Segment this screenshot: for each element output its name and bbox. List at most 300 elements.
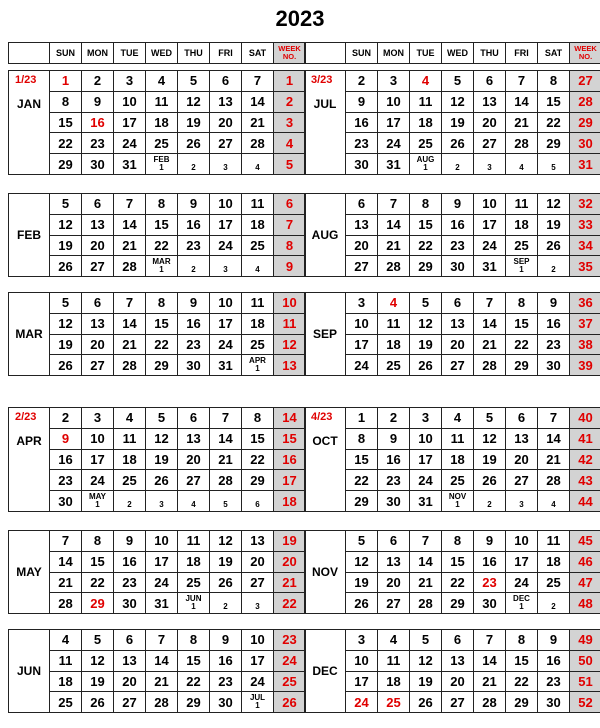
week-row bbox=[305, 112, 600, 133]
month-block-nov bbox=[304, 530, 600, 614]
day-cell: 12 bbox=[410, 650, 442, 671]
day-cell: 27 bbox=[474, 133, 506, 154]
day-cell: 27 bbox=[442, 692, 474, 713]
month-block-jun bbox=[8, 629, 306, 713]
day-cell: 19 bbox=[82, 671, 114, 692]
weekday-header-sat: SAT bbox=[538, 43, 570, 64]
week-row bbox=[9, 491, 306, 512]
day-cell: 5 bbox=[50, 293, 82, 314]
week-number-cell: 5 bbox=[274, 154, 306, 175]
month-label-mar bbox=[9, 293, 50, 376]
day-cell: 6 bbox=[178, 408, 210, 429]
month-block-apr bbox=[8, 407, 306, 512]
day-cell: 21 bbox=[474, 671, 506, 692]
week-number-cell: 30 bbox=[570, 133, 600, 154]
week-row bbox=[305, 256, 600, 277]
week-row bbox=[305, 692, 600, 713]
day-cell: 17 bbox=[410, 449, 442, 470]
holiday-day-cell: 29 bbox=[82, 593, 114, 614]
day-cell: 28 bbox=[114, 256, 146, 277]
day-cell: 15 bbox=[82, 551, 114, 572]
day-cell: 22 bbox=[146, 334, 178, 355]
week-number-cell: 14 bbox=[274, 408, 306, 429]
day-cell: 11 bbox=[442, 428, 474, 449]
quarter-label: 3/23 bbox=[311, 74, 333, 86]
day-cell: 21 bbox=[506, 112, 538, 133]
week-row bbox=[305, 671, 600, 692]
next-month-day-cell: 4 bbox=[242, 256, 274, 277]
week-number-cell: 49 bbox=[570, 630, 600, 651]
day-cell: 16 bbox=[474, 551, 506, 572]
day-cell: 29 bbox=[50, 154, 82, 175]
month-name: OCT bbox=[312, 434, 338, 448]
week-row bbox=[9, 194, 306, 215]
day-cell: 21 bbox=[474, 334, 506, 355]
week-row bbox=[9, 551, 306, 572]
day-cell: 13 bbox=[506, 428, 538, 449]
day-cell: 11 bbox=[50, 650, 82, 671]
holiday-day-cell: 4 bbox=[378, 293, 410, 314]
weekday-header-mon: MON bbox=[82, 43, 114, 64]
day-cell: 13 bbox=[474, 91, 506, 112]
day-cell: 24 bbox=[242, 671, 274, 692]
day-cell: 12 bbox=[50, 313, 82, 334]
day-cell: 19 bbox=[50, 334, 82, 355]
month-block-dec bbox=[304, 629, 600, 713]
day-cell: 10 bbox=[210, 194, 242, 215]
day-cell: 28 bbox=[506, 133, 538, 154]
week-number-cell: 39 bbox=[570, 355, 600, 376]
week-number-cell: 50 bbox=[570, 650, 600, 671]
day-cell: 5 bbox=[474, 408, 506, 429]
month-block-feb bbox=[8, 193, 306, 277]
week-number-cell: 31 bbox=[570, 154, 600, 175]
next-month-day-cell: 3 bbox=[474, 154, 506, 175]
day-cell: 6 bbox=[474, 71, 506, 92]
next-month-day-cell: 3 bbox=[210, 256, 242, 277]
day-cell: 10 bbox=[210, 293, 242, 314]
day-cell: 31 bbox=[378, 154, 410, 175]
day-cell: 27 bbox=[114, 692, 146, 713]
day-cell: 25 bbox=[242, 334, 274, 355]
day-cell: 22 bbox=[538, 112, 570, 133]
day-cell: 18 bbox=[378, 671, 410, 692]
day-cell: 9 bbox=[82, 91, 114, 112]
day-cell: 14 bbox=[114, 313, 146, 334]
day-cell: 19 bbox=[146, 449, 178, 470]
day-cell: 30 bbox=[50, 491, 82, 512]
day-cell: 8 bbox=[242, 408, 274, 429]
day-cell: 19 bbox=[346, 572, 378, 593]
day-cell: 26 bbox=[82, 692, 114, 713]
month-name: FEB bbox=[17, 228, 41, 243]
day-cell: 12 bbox=[346, 551, 378, 572]
month-name: JAN bbox=[16, 97, 41, 111]
week-number-cell: 15 bbox=[274, 428, 306, 449]
week-row bbox=[305, 470, 600, 491]
day-cell: 13 bbox=[178, 428, 210, 449]
week-number-cell: 28 bbox=[570, 91, 600, 112]
day-cell: 30 bbox=[210, 692, 242, 713]
day-cell: 12 bbox=[442, 91, 474, 112]
day-cell: 8 bbox=[506, 293, 538, 314]
day-cell: 30 bbox=[538, 355, 570, 376]
day-cell: 11 bbox=[178, 531, 210, 552]
day-cell: 22 bbox=[346, 470, 378, 491]
day-cell: 17 bbox=[506, 551, 538, 572]
day-cell: 25 bbox=[442, 470, 474, 491]
day-cell: 26 bbox=[538, 235, 570, 256]
day-cell: 4 bbox=[442, 408, 474, 429]
day-cell: 23 bbox=[178, 334, 210, 355]
month-label-sep bbox=[305, 293, 346, 376]
day-cell: 27 bbox=[346, 256, 378, 277]
day-cell: 2 bbox=[50, 408, 82, 429]
day-cell: 5 bbox=[410, 293, 442, 314]
day-cell: 25 bbox=[378, 355, 410, 376]
day-cell: 10 bbox=[506, 531, 538, 552]
week-number-cell: 33 bbox=[570, 214, 600, 235]
day-cell: 6 bbox=[82, 194, 114, 215]
week-row bbox=[9, 650, 306, 671]
day-cell: 7 bbox=[506, 71, 538, 92]
day-cell: 15 bbox=[178, 650, 210, 671]
day-cell: 23 bbox=[210, 671, 242, 692]
day-cell: 28 bbox=[114, 355, 146, 376]
day-cell: 18 bbox=[378, 334, 410, 355]
day-cell: 22 bbox=[242, 449, 274, 470]
day-cell: 18 bbox=[538, 551, 570, 572]
day-cell: 20 bbox=[210, 112, 242, 133]
week-row bbox=[305, 491, 600, 512]
day-cell: 8 bbox=[538, 71, 570, 92]
next-month-day-cell: 3 bbox=[242, 593, 274, 614]
next-month-first-day: MAR 1 bbox=[146, 256, 178, 277]
day-cell: 5 bbox=[410, 630, 442, 651]
day-cell: 27 bbox=[242, 572, 274, 593]
day-cell: 21 bbox=[242, 112, 274, 133]
day-cell: 23 bbox=[178, 235, 210, 256]
day-cell: 3 bbox=[346, 293, 378, 314]
week-row bbox=[9, 572, 306, 593]
day-cell: 15 bbox=[538, 91, 570, 112]
day-cell: 14 bbox=[474, 650, 506, 671]
week-number-cell: 12 bbox=[274, 334, 306, 355]
next-month-day-cell: 4 bbox=[538, 491, 570, 512]
week-number-cell: 35 bbox=[570, 256, 600, 277]
week-row bbox=[9, 154, 306, 175]
day-cell: 7 bbox=[50, 531, 82, 552]
week-number-cell: 11 bbox=[274, 313, 306, 334]
day-cell: 8 bbox=[410, 194, 442, 215]
day-cell: 8 bbox=[178, 630, 210, 651]
month-block-aug bbox=[304, 193, 600, 277]
week-number-cell: 38 bbox=[570, 334, 600, 355]
day-cell: 20 bbox=[178, 449, 210, 470]
day-cell: 24 bbox=[146, 572, 178, 593]
week-row bbox=[305, 313, 600, 334]
month-label-apr bbox=[9, 408, 50, 512]
day-cell: 18 bbox=[114, 449, 146, 470]
day-cell: 15 bbox=[506, 650, 538, 671]
month-name: DEC bbox=[312, 664, 338, 679]
next-month-day-cell: 4 bbox=[178, 491, 210, 512]
day-cell: 22 bbox=[410, 235, 442, 256]
quarter-label: 4/23 bbox=[311, 411, 333, 423]
day-cell: 9 bbox=[538, 630, 570, 651]
day-cell: 8 bbox=[82, 531, 114, 552]
month-label-jun bbox=[9, 630, 50, 713]
next-month-first-day: FEB 1 bbox=[146, 154, 178, 175]
day-cell: 7 bbox=[210, 408, 242, 429]
week-row bbox=[305, 235, 600, 256]
day-cell: 31 bbox=[410, 491, 442, 512]
day-cell: 30 bbox=[538, 692, 570, 713]
day-cell: 17 bbox=[146, 551, 178, 572]
day-cell: 9 bbox=[178, 293, 210, 314]
day-cell: 26 bbox=[410, 355, 442, 376]
holiday-day-cell: 9 bbox=[50, 428, 82, 449]
week-row bbox=[9, 449, 306, 470]
next-month-first-day: NOV 1 bbox=[442, 491, 474, 512]
week-number-cell: 48 bbox=[570, 593, 600, 614]
week-row bbox=[305, 650, 600, 671]
day-cell: 26 bbox=[442, 133, 474, 154]
day-cell: 10 bbox=[378, 91, 410, 112]
day-cell: 11 bbox=[378, 650, 410, 671]
day-cell: 28 bbox=[50, 593, 82, 614]
day-cell: 3 bbox=[410, 408, 442, 429]
day-cell: 8 bbox=[146, 293, 178, 314]
day-cell: 5 bbox=[82, 630, 114, 651]
day-cell: 23 bbox=[442, 235, 474, 256]
day-cell: 9 bbox=[378, 428, 410, 449]
day-cell: 28 bbox=[410, 593, 442, 614]
day-cell: 24 bbox=[506, 572, 538, 593]
day-cell: 29 bbox=[538, 133, 570, 154]
day-cell: 30 bbox=[474, 593, 506, 614]
day-cell: 28 bbox=[242, 133, 274, 154]
month-label-nov bbox=[305, 531, 346, 614]
week-number-cell: 29 bbox=[570, 112, 600, 133]
day-cell: 20 bbox=[346, 235, 378, 256]
day-cell: 31 bbox=[114, 154, 146, 175]
day-cell: 26 bbox=[178, 133, 210, 154]
day-cell: 22 bbox=[178, 671, 210, 692]
day-cell: 13 bbox=[82, 313, 114, 334]
week-row bbox=[305, 293, 600, 314]
day-cell: 4 bbox=[378, 630, 410, 651]
week-row bbox=[305, 154, 600, 175]
day-cell: 15 bbox=[346, 449, 378, 470]
day-cell: 13 bbox=[114, 650, 146, 671]
week-number-cell: 22 bbox=[274, 593, 306, 614]
next-month-day-cell: 4 bbox=[242, 154, 274, 175]
week-number-cell: 20 bbox=[274, 551, 306, 572]
page-title: 2023 bbox=[275, 6, 325, 31]
day-cell: 8 bbox=[442, 531, 474, 552]
day-cell: 28 bbox=[538, 470, 570, 491]
day-cell: 18 bbox=[242, 313, 274, 334]
day-cell: 15 bbox=[50, 112, 82, 133]
next-month-day-cell: 3 bbox=[146, 491, 178, 512]
day-cell: 19 bbox=[474, 449, 506, 470]
day-cell: 17 bbox=[242, 650, 274, 671]
week-row bbox=[9, 630, 306, 651]
day-cell: 22 bbox=[82, 572, 114, 593]
week-row bbox=[9, 593, 306, 614]
day-cell: 17 bbox=[474, 214, 506, 235]
day-cell: 15 bbox=[506, 313, 538, 334]
month-name: JUL bbox=[313, 97, 337, 111]
day-cell: 30 bbox=[178, 355, 210, 376]
day-cell: 9 bbox=[538, 293, 570, 314]
week-number-cell: 4 bbox=[274, 133, 306, 154]
day-cell: 20 bbox=[506, 449, 538, 470]
month-column-header bbox=[9, 43, 50, 64]
day-cell: 14 bbox=[114, 214, 146, 235]
week-number-cell: 16 bbox=[274, 449, 306, 470]
day-cell: 17 bbox=[346, 334, 378, 355]
day-cell: 18 bbox=[178, 551, 210, 572]
day-cell: 19 bbox=[210, 551, 242, 572]
day-cell: 28 bbox=[474, 692, 506, 713]
day-cell: 23 bbox=[114, 572, 146, 593]
day-cell: 23 bbox=[538, 334, 570, 355]
day-cell: 27 bbox=[506, 470, 538, 491]
day-cell: 21 bbox=[114, 334, 146, 355]
day-cell: 27 bbox=[82, 256, 114, 277]
day-cell: 20 bbox=[378, 572, 410, 593]
day-cell: 20 bbox=[474, 112, 506, 133]
day-cell: 12 bbox=[410, 313, 442, 334]
day-cell: 6 bbox=[378, 531, 410, 552]
week-number-header: WEEK NO. bbox=[570, 43, 600, 64]
day-cell: 16 bbox=[178, 214, 210, 235]
day-cell: 24 bbox=[82, 470, 114, 491]
next-month-day-cell: 2 bbox=[538, 593, 570, 614]
day-cell: 7 bbox=[474, 293, 506, 314]
day-cell: 16 bbox=[210, 650, 242, 671]
week-number-cell: 47 bbox=[570, 572, 600, 593]
day-cell: 12 bbox=[210, 531, 242, 552]
day-cell: 14 bbox=[474, 313, 506, 334]
week-row bbox=[9, 214, 306, 235]
week-number-cell: 2 bbox=[274, 91, 306, 112]
week-number-cell: 52 bbox=[570, 692, 600, 713]
week-number-header: WEEK NO. bbox=[274, 43, 306, 64]
day-cell: 7 bbox=[114, 194, 146, 215]
week-row bbox=[9, 428, 306, 449]
day-cell: 16 bbox=[178, 313, 210, 334]
day-cell: 4 bbox=[50, 630, 82, 651]
day-cell: 28 bbox=[210, 470, 242, 491]
day-cell: 27 bbox=[378, 593, 410, 614]
day-cell: 27 bbox=[82, 355, 114, 376]
day-cell: 12 bbox=[178, 91, 210, 112]
day-cell: 21 bbox=[538, 449, 570, 470]
day-cell: 7 bbox=[146, 630, 178, 651]
weekday-header-wed: WED bbox=[442, 43, 474, 64]
day-cell: 24 bbox=[410, 470, 442, 491]
day-cell: 29 bbox=[178, 692, 210, 713]
day-cell: 16 bbox=[114, 551, 146, 572]
next-month-day-cell: 3 bbox=[210, 154, 242, 175]
week-number-cell: 43 bbox=[570, 470, 600, 491]
day-cell: 11 bbox=[506, 194, 538, 215]
month-block-jan bbox=[8, 70, 306, 175]
week-number-cell: 36 bbox=[570, 293, 600, 314]
day-cell: 19 bbox=[410, 334, 442, 355]
day-cell: 7 bbox=[114, 293, 146, 314]
week-row bbox=[305, 572, 600, 593]
day-cell: 11 bbox=[114, 428, 146, 449]
day-cell: 24 bbox=[378, 133, 410, 154]
day-cell: 16 bbox=[346, 112, 378, 133]
month-label-dec bbox=[305, 630, 346, 713]
day-cell: 6 bbox=[346, 194, 378, 215]
month-name: APR bbox=[16, 434, 42, 448]
day-cell: 13 bbox=[82, 214, 114, 235]
next-month-day-cell: 2 bbox=[538, 256, 570, 277]
day-cell: 30 bbox=[442, 256, 474, 277]
day-cell: 19 bbox=[410, 671, 442, 692]
day-cell: 11 bbox=[410, 91, 442, 112]
weekday-header-wed: WED bbox=[146, 43, 178, 64]
week-row bbox=[305, 71, 600, 92]
day-cell: 19 bbox=[442, 112, 474, 133]
day-cell: 18 bbox=[146, 112, 178, 133]
week-number-cell: 51 bbox=[570, 671, 600, 692]
week-number-cell: 40 bbox=[570, 408, 600, 429]
week-number-cell: 42 bbox=[570, 449, 600, 470]
day-cell: 2 bbox=[82, 71, 114, 92]
day-cell: 25 bbox=[146, 133, 178, 154]
week-row bbox=[305, 630, 600, 651]
week-row bbox=[9, 112, 306, 133]
month-block-mar bbox=[8, 292, 306, 376]
day-cell: 26 bbox=[210, 572, 242, 593]
day-cell: 15 bbox=[410, 214, 442, 235]
day-cell: 30 bbox=[82, 154, 114, 175]
day-cell: 5 bbox=[146, 408, 178, 429]
week-row bbox=[305, 428, 600, 449]
day-cell: 25 bbox=[506, 235, 538, 256]
month-block-jul bbox=[304, 70, 600, 175]
day-cell: 16 bbox=[378, 449, 410, 470]
day-cell: 18 bbox=[442, 449, 474, 470]
quarter-label: 2/23 bbox=[15, 411, 37, 423]
day-cell: 23 bbox=[346, 133, 378, 154]
day-cell: 18 bbox=[242, 214, 274, 235]
week-row bbox=[9, 133, 306, 154]
next-month-day-cell: 4 bbox=[506, 154, 538, 175]
day-cell: 6 bbox=[442, 630, 474, 651]
week-row bbox=[9, 293, 306, 314]
day-cell: 7 bbox=[538, 408, 570, 429]
day-cell: 29 bbox=[506, 692, 538, 713]
day-cell: 9 bbox=[474, 531, 506, 552]
day-cell: 24 bbox=[114, 133, 146, 154]
day-cell: 18 bbox=[50, 671, 82, 692]
week-number-cell: 41 bbox=[570, 428, 600, 449]
day-cell: 24 bbox=[210, 235, 242, 256]
day-cell: 7 bbox=[474, 630, 506, 651]
day-cell: 21 bbox=[378, 235, 410, 256]
month-name: NOV bbox=[311, 565, 338, 580]
month-name: AUG bbox=[311, 228, 339, 243]
week-number-cell: 6 bbox=[274, 194, 306, 215]
